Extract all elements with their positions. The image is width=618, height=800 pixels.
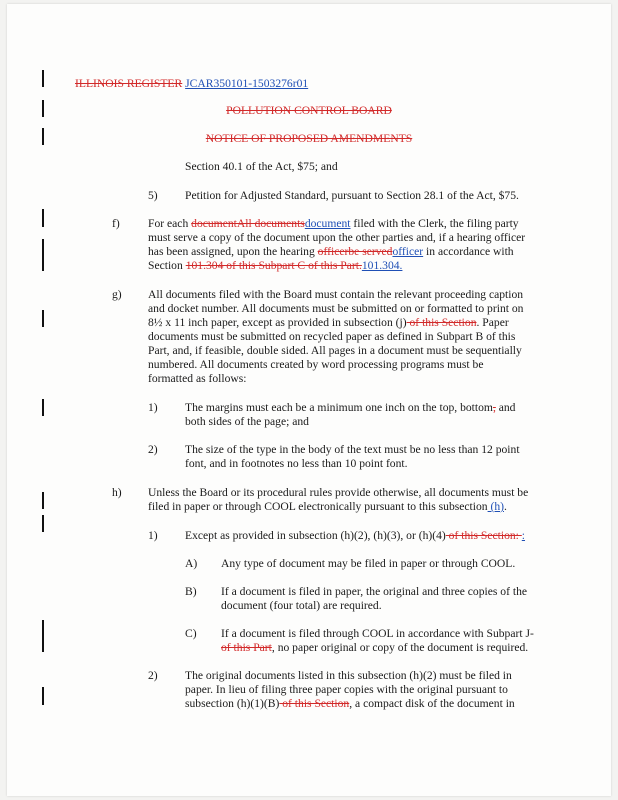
document-page [7,4,611,796]
h-item-1-line [185,528,525,543]
h1-c-line2 [221,640,528,655]
g-item-1-number: 1) [148,401,158,414]
running-header [75,76,308,91]
revision-bar [42,492,44,509]
revision-bar [42,620,44,652]
text-run: filed with the Clerk, the filing party [350,217,519,230]
inserted-text: 101.304. [361,259,403,272]
g-item-2-number: 2) [148,443,158,456]
text-run: Except as provided in subsection (h)(2), (h)(3), or (h)(4) [185,529,446,542]
subsection-f-line4 [148,258,402,273]
deleted-text: of this Part [221,641,272,654]
deleted-text: documentAll documents [191,217,305,230]
text-run: has been assigned, upon the hearing [148,245,318,258]
h1-b-line1: If a document is filed in paper, the original and three copies of the [221,585,528,598]
text-run: 8½ x 11 inch paper, except as provided in subsection (j) [148,316,407,329]
subsection-h-line2 [148,499,507,514]
subsection-g-line7: formatted as follows: [148,372,247,385]
subsection-f-number: f) [112,217,120,230]
h1-a-number: A) [185,557,198,570]
revision-bar [42,310,44,327]
text-run: subsection (h)(1)(B) [185,697,280,710]
subsection-g-line6: numbered. All documents created by word processing programs must be [148,358,484,371]
subsection-g-line3 [148,315,509,330]
text-run: in accordance with [423,245,514,258]
register-title-deleted: ILLINOIS REGISTER [75,77,183,90]
item-5-number: 5) [148,189,158,202]
revision-bar [42,399,44,416]
inserted-text: : [521,529,526,542]
text-run: For each [148,217,192,230]
g-item-1-line1 [185,400,515,415]
h1-c-number: C) [185,627,197,640]
deleted-text: of this Section [406,316,477,329]
deleted-text: 101.304 of this Subpart C of this Part. [185,259,362,272]
deleted-text: of this Section [279,697,350,710]
h-item-2-number: 2) [148,669,158,682]
board-title: POLLUTION CONTROL BOARD [226,104,392,117]
subsection-g-number: g) [112,288,122,301]
subsection-h-number: h) [112,486,122,499]
h-item-2-line1: The original documents listed in this subsection (h)(2) must be filed in [185,669,512,682]
subsection-g-line1: All documents filed with the Board must contain the relevant proceeding caption [148,288,524,301]
inserted-text: document [304,217,351,230]
h1-c-line1: If a document is filed through COOL in accordance with Subpart J- [221,627,534,640]
subsection-h-line1: Unless the Board or its procedural rules provide otherwise, all documents must be [148,486,529,499]
h-item-1-number: 1) [148,529,158,542]
text-run: Section [148,259,186,272]
deleted-text: , [492,401,496,414]
text-run: . [504,500,507,513]
revision-bar [42,239,44,271]
g-item-2-line2: font, and in footnotes no less than 10 point font. [185,457,408,470]
subsection-f-line3 [148,244,514,259]
g-item-2-line1: The size of the type in the body of the text must be no less than 12 point [185,443,520,456]
h1-a-text: Any type of document may be filed in paper or through COOL. [221,557,516,570]
text-run: . Paper [476,316,509,329]
subsection-g-line5: Part, and, if feasible, double sided. All pages in a document must be sequentially [148,344,522,357]
text-run: , no paper original or copy of the document is required. [271,641,529,654]
subsection-f-line1 [148,216,519,231]
text-run: The margins must each be a minimum one inch on the top, bottom [185,401,493,414]
revision-bar [42,209,44,227]
item-5-text: Petition for Adjusted Standard, pursuant to Section 28.1 of the Act, $75. [185,189,519,202]
section-40-1-line: Section 40.1 of the Act, $75; and [185,160,338,173]
text-run: , a compact disk of the document in [349,697,515,710]
deleted-text: of this Section: [445,529,522,542]
inserted-text: (h) [487,500,504,513]
revision-bar [42,70,44,87]
revision-bar [42,515,44,532]
h-item-2-line2: paper. In lieu of filing three paper copies with the original pursuant to [185,683,508,696]
jcar-id: JCAR350101-1503276r01 [185,77,309,90]
text-run: filed in paper or through COOL electronically pursuant to this subsection [148,500,488,513]
h-item-2-line3 [185,696,515,711]
subsection-g-line2: and docket number. All documents must be submitted on or formatted to print on [148,302,524,315]
inserted-text: officer [392,245,424,258]
subsection-g-line4: documents must be submitted on recycled paper as defined in Subpart B of this [148,330,516,343]
h1-b-number: B) [185,585,197,598]
g-item-1-line2: both sides of the page; and [185,415,309,428]
h1-b-line2: document (four total) are required. [221,599,382,612]
text-run: and [495,401,516,414]
deleted-text: officerbe served [317,245,393,258]
revision-bar [42,687,44,705]
subsection-f-line2: must serve a copy of the document upon the other parties and, if a hearing officer [148,231,526,244]
notice-title: NOTICE OF PROPOSED AMENDMENTS [205,132,413,145]
